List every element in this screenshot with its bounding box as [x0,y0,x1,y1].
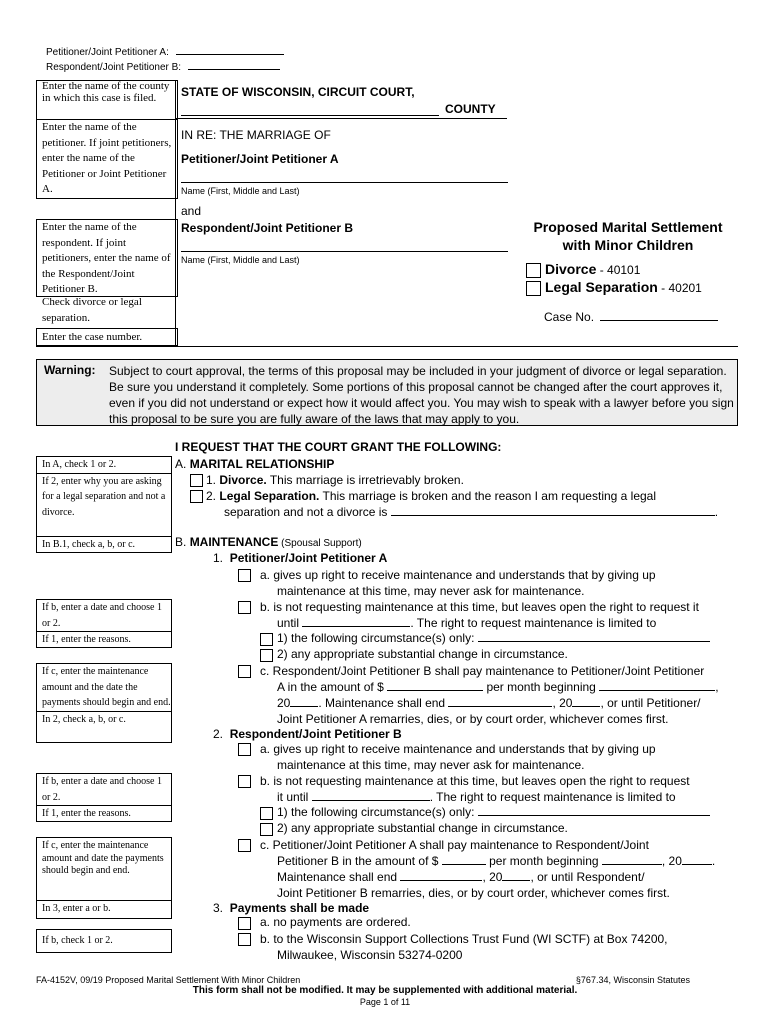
b1c-begin-field[interactable] [599,680,715,691]
respondent-b-caption: Respondent/Joint Petitioner B [181,221,354,235]
state-court-heading: STATE OF WISCONSIN, CIRCUIT COURT, [181,85,415,99]
option-legal-separation: 2. Legal Separation. This marriage is broken and the reason I am requesting a legal [206,489,657,503]
respondent-b-header [46,60,280,73]
respondent-b-header-label: Respondent/Joint Petitioner B: [46,62,182,73]
petitioner-a-caption: Petitioner/Joint Petitioner A [181,152,339,166]
statute-ref: §767.34, Wisconsin Statutes [575,975,690,985]
sidenote-case: Enter the case number. [36,328,178,346]
case-number-field[interactable] [600,310,718,321]
caption-county-rule [175,118,507,119]
b1b-option2-checkbox[interactable] [260,649,273,662]
b1-heading: 1. Petitioner/Joint Petitioner A [213,551,388,565]
legal-separation-reason-checkbox[interactable] [190,490,203,503]
respondent-b-header-field[interactable] [188,60,280,70]
petitioner-a-header-label: Petitioner/Joint Petitioner A: [46,47,169,58]
petitioner-a-header [46,45,284,58]
legal-separation-checkbox[interactable] [526,281,541,296]
section-a-heading: A. MARITAL RELATIONSHIP [175,457,335,471]
sidenote-b1b: If b, enter a date and choose 1 or 2. If 1, enter the reasons. [36,599,172,648]
b2a-checkbox[interactable] [238,743,251,756]
case-number: Case No. [544,310,718,324]
b1c-amount-field[interactable] [387,680,483,691]
sidenote-b2c: If c, enter the maintenance amount and date the payments should begin and end. In 3, enter a or b. [36,837,172,919]
b2a-text: a. gives up right to receive maintenance and understands that by giving up maintenance at this time, may never ask for maintenance. [260,742,656,772]
sidenote-b3: If b, check 1 or 2. [36,929,172,953]
b2b-option2: 2) any appropriate substantial change in circumstance. [277,821,568,835]
b2c-end-field[interactable] [400,870,482,881]
document-title: Proposed Marital Settlement with Minor Children [533,219,723,253]
petitioner-a-header-field[interactable] [176,45,284,55]
caption-divider [175,80,176,346]
separation-reason-field[interactable] [391,505,715,516]
form-id: FA-4152V, 09/19 Proposed Marital Settlement With Minor Children [36,975,301,985]
section-b-heading: B. MAINTENANCE (Spousal Support) [175,535,362,549]
b1c-checkbox[interactable] [238,665,251,678]
in-re-heading: IN RE: THE MARRIAGE OF [181,128,331,142]
b2b-option1: 1) the following circumstance(s) only: [277,805,710,819]
sidenote-petitioner: Enter the name of the petitioner. If joint petitioners, enter the name of the Petitioner or Joint Petitioner A. [36,119,178,199]
b3-heading: 3. Payments shall be made [213,901,370,915]
b2b-checkbox[interactable] [238,775,251,788]
separation-reason: separation and not a divorce is . [224,505,719,519]
caption-bottom-rule [36,346,738,347]
b1c-text: c. Respondent/Joint Petitioner B shall pay maintenance to Petitioner/Joint Petitioner A in the amount of $ per month beginning , 20 . Maintenance shall end , 20 , or until Petitioner/ Joint Petitioner A remarries, dies, or by court order, whichever comes first. [260,664,719,726]
b3b-checkbox[interactable] [238,933,251,946]
warning-text: Subject to court approval, the terms of this proposal may be included in your judgment of divorce or legal separation. Be sure you understand it completely. Some portions of this proposal cannot be changed after the court approves it, even if you did not understand or expect how it would affect you. You may wish to speak with a lawyer before you sign this proposal to be sure you are fully aware of the laws that may apply to you. [109,364,734,426]
page-number: Page 1 of 11 [359,997,411,1007]
b3b-text: b. to the Wisconsin Support Collections Trust Fund (WI SCTF) at Box 74200, Milwaukee, Wisconsin 53274-0200 [260,932,668,962]
divorce-checkbox[interactable] [526,263,541,278]
b1a-checkbox[interactable] [238,569,251,582]
respondent-b-name-field[interactable] [181,237,508,252]
and-label: and [181,204,202,218]
b2-heading: 2. Respondent/Joint Petitioner B [213,727,402,741]
b1b-option1-checkbox[interactable] [260,633,273,646]
sidenote-a-check: In A, check 1 or 2. If 2, enter why you are asking for a legal separation and not a divorce. [36,456,172,537]
b1a-text: a. gives up right to receive maintenance and understands that by giving up maintenance at this time, may never ask for maintenance. [260,568,656,598]
option-divorce: 1. Divorce. This marriage is irretrievably broken. [206,473,464,487]
b1b-option2: 2) any appropriate substantial change in circumstance. [277,647,568,661]
b2b-text: b. is not requesting maintenance at this time, but leaves open the right to request it until . The right to request maintenance is limited to [260,774,690,804]
b1b-option1: 1) the following circumstance(s) only: [277,631,710,645]
b2c-text: c. Petitioner/Joint Petitioner A shall pay maintenance to Respondent/Joint Petitioner B in the amount of $ per month beginning , 20 . Maintenance shall end , 20 , or until Respondent/ Joint Petitioner B remarries, dies, or by court order, whichever comes first. [260,838,716,900]
b2b-circumstance-field[interactable] [478,805,710,816]
b3a-text: a. no payments are ordered. [260,915,411,929]
sidenote-check: Check divorce or legal separation. [42,296,142,324]
b2c-begin-field[interactable] [602,854,662,865]
b2c-amount-field[interactable] [442,854,486,865]
respondent-b-name-hint: Name (First, Middle and Last) [181,255,300,265]
sidenote-b1-check: In B.1, check a, b, or c. [36,536,172,553]
b1b-circumstance-field[interactable] [478,631,710,642]
divorce-option: Divorce - 40101 [545,261,641,277]
divorce-reason-checkbox[interactable] [190,474,203,487]
warning-label: Warning: [44,363,96,377]
b1c-end-year-field[interactable] [572,696,600,707]
petitioner-a-name-hint: Name (First, Middle and Last) [181,186,300,196]
b2c-end-year-field[interactable] [502,870,530,881]
request-heading: I REQUEST THAT THE COURT GRANT THE FOLLOWING: [175,440,502,454]
b2b-option1-checkbox[interactable] [260,807,273,820]
warning-box [36,359,738,426]
b2b-until-field[interactable] [312,790,430,801]
modification-notice: This form shall not be modified. It may be supplemented with additional material. [192,985,578,996]
b3a-checkbox[interactable] [238,917,251,930]
b2c-begin-year-field[interactable] [682,854,712,865]
sidenote-respondent: Enter the name of the respondent. If joint petitioners, enter the name of the Respondent/Joint Petitioner B. [36,219,178,297]
petitioner-a-name-field[interactable] [181,168,508,183]
b2b-option2-checkbox[interactable] [260,823,273,836]
legal-separation-option: Legal Separation - 40201 [545,279,702,295]
sidenote-b1c: If c, enter the maintenance amount and the date the payments should begin and end. In 2, check a, b, or c. [36,663,172,743]
b1b-checkbox[interactable] [238,601,251,614]
county-field[interactable] [181,101,439,116]
sidenote-county: Enter the name of the county in which this case is filed. [36,80,178,120]
county-label: COUNTY [445,102,496,116]
b1b-until-field[interactable] [302,616,410,627]
sidenote-b2b: If b, enter a date and choose 1 or 2. If 1, enter the reasons. [36,773,172,822]
b2c-checkbox[interactable] [238,839,251,852]
b1c-end-field[interactable] [448,696,552,707]
b1c-begin-year-field[interactable] [290,696,318,707]
b1b-text: b. is not requesting maintenance at this time, but leaves open the right to request it until . The right to request maintenance is limited to [260,600,699,630]
